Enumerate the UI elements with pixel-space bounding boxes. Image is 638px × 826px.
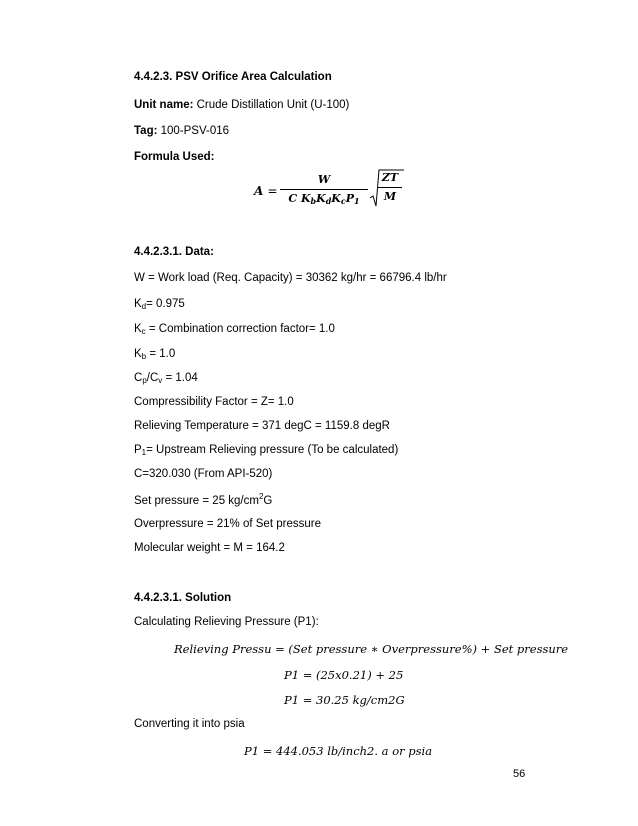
tag-line bbox=[134, 125, 229, 137]
data-kc: $K_c$ = Combination correction factor= 1.0 bbox=[134, 323, 335, 336]
equation-p1-psia: P1 = 444.053 lb/inch2. a or psia bbox=[244, 744, 433, 758]
fraction-bar bbox=[280, 189, 368, 190]
data-cpcv: $C_p/C_v = 1.04$ bbox=[134, 372, 198, 385]
sqrt-fraction bbox=[378, 170, 402, 205]
data-p1: $P_1=$ Upstream Relieving pressure (To be calculated) bbox=[134, 444, 399, 457]
formula-fraction bbox=[280, 172, 368, 207]
tag-value: 100-PSV-016 bbox=[160, 125, 230, 137]
data-kd: $K_d= 0.975$ bbox=[134, 298, 185, 311]
formula-label: Formula Used: bbox=[134, 151, 215, 163]
unit-name-label: Unit name: bbox=[134, 99, 194, 111]
formula-numerator: W bbox=[317, 173, 331, 186]
sqrt-numerator: ZT bbox=[381, 171, 399, 184]
sqrt-fraction-bar bbox=[378, 187, 402, 188]
convert-text: Converting it into psia bbox=[134, 718, 245, 730]
equation-relieving-pressure: Relieving Pressu = (Set pressure ∗ Overpressure%) + Set pressure bbox=[174, 642, 569, 656]
solution-heading: 4.4.2.3.1. Solution bbox=[134, 592, 232, 604]
data-heading: 4.4.2.3.1. Data: bbox=[134, 246, 214, 258]
data-compressibility: Compressibility Factor = Z= 1.0 bbox=[134, 396, 294, 408]
data-set-pressure: Set pressure = 25 $kg/cm^2G$ bbox=[134, 492, 273, 507]
unit-name-line bbox=[134, 99, 349, 111]
section-heading: 4.4.2.3. PSV Orifice Area Calculation bbox=[134, 71, 332, 83]
data-workload: W = Work load (Req. Capacity) = 30362 kg/hr = 66796.4 lb/hr bbox=[134, 272, 447, 284]
equation-p1-expression: P1 = (25x0.21) + 25 bbox=[284, 668, 404, 682]
formula-lhs: A = bbox=[254, 184, 278, 198]
equation-p1-result: P1 = 30.25 kg/cm2G bbox=[284, 693, 405, 707]
page-number: 56 bbox=[513, 768, 526, 780]
sqrt-denominator: M bbox=[383, 190, 397, 203]
data-temperature: Relieving Temperature = 371 degC = 1159.8 degR bbox=[134, 420, 390, 432]
tag-label: Tag: bbox=[134, 125, 158, 137]
solution-intro: Calculating Relieving Pressure (P1): bbox=[134, 616, 319, 628]
orifice-area-formula bbox=[254, 172, 404, 216]
data-molecular-weight: Molecular weight = M = 164.2 bbox=[134, 542, 285, 554]
data-kb: $K_b = 1.0$ bbox=[134, 348, 176, 361]
data-c: C=320.030 (From API-520) bbox=[134, 468, 273, 480]
square-root bbox=[370, 168, 404, 208]
formula-denominator: C $K_bK_dK_cP_1$ bbox=[288, 192, 360, 206]
unit-name-value: Crude Distillation Unit (U-100) bbox=[196, 99, 350, 111]
data-overpressure: Overpressure = 21% of Set pressure bbox=[134, 518, 321, 530]
